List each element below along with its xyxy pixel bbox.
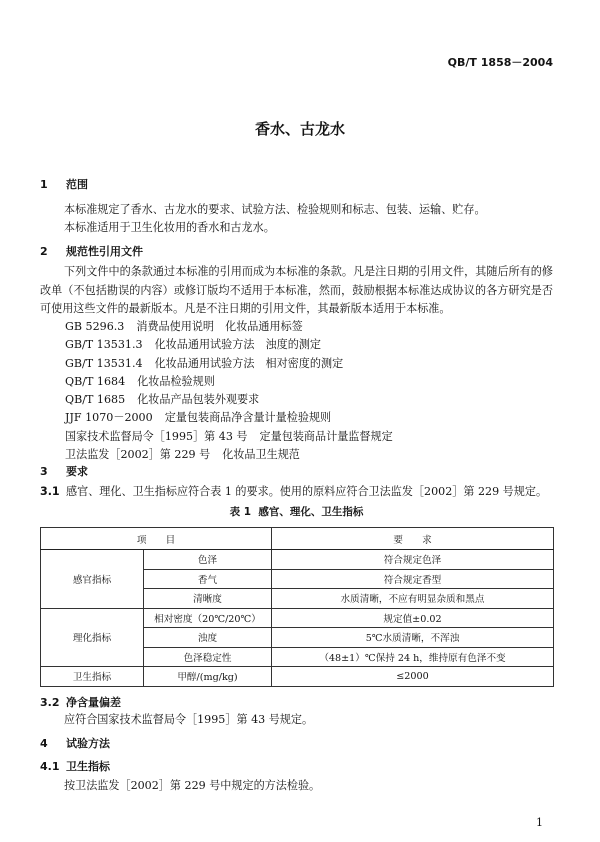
section-title: 要求	[66, 465, 88, 478]
reference-item	[40, 428, 553, 446]
table-row	[41, 667, 554, 687]
reference-name: 定量包装商品净含量计量检验规则	[164, 411, 332, 425]
table-caption	[40, 504, 553, 520]
section-number: 1	[40, 178, 48, 191]
reference-code: GB/T 13531.3	[65, 338, 143, 352]
row-item: 色泽	[144, 550, 272, 570]
row-item: 香气	[144, 569, 272, 589]
table-row	[41, 550, 554, 570]
reference-item	[40, 355, 553, 373]
clause-number: 3.2	[40, 696, 60, 709]
row-requirement: ≤2000	[272, 667, 554, 687]
section-number: 2	[40, 245, 48, 258]
section-title: 范围	[66, 178, 88, 191]
row-requirement: 水质清晰，不应有明显杂质和黑点	[272, 589, 554, 609]
reference-name: 化妆品产品包装外观要求	[137, 393, 260, 407]
row-item: 清晰度	[144, 589, 272, 609]
reference-code: GB/T 13531.4	[65, 356, 143, 370]
spec-table-wrap	[40, 527, 554, 687]
reference-code: QB/T 1685	[65, 393, 126, 407]
row-item: 相对密度（20℃/20℃）	[144, 608, 272, 628]
page-number: 1	[536, 816, 543, 829]
reference-item	[40, 336, 553, 354]
section-title: 试验方法	[66, 737, 110, 750]
reference-code: JJF 1070－2000	[65, 411, 153, 425]
reference-item	[40, 391, 553, 409]
row-item: 甲醇/(mg/kg)	[144, 667, 272, 687]
row-item: 色泽稳定性	[144, 647, 272, 667]
table-header-row	[41, 528, 554, 550]
table-title: 感官、理化、卫生指标	[258, 506, 364, 518]
clause-number: 4.1	[40, 760, 60, 773]
clause-4-1-text: 按卫法监发［2002］第 229 号中规定的方法检验。	[64, 779, 321, 792]
reference-code: 卫法监发［2002］第 229 号	[65, 448, 211, 462]
section-4-heading	[40, 735, 110, 753]
section-1-para-1: 本标准规定了香水、古龙水的要求、试验方法、检验规则和标志、包装、运输、贮存。	[64, 203, 486, 216]
reference-code: QB/T 1684	[65, 374, 126, 388]
row-requirement: 符合规定香型	[272, 569, 554, 589]
header-item: 项 目	[41, 528, 272, 550]
reference-item	[40, 373, 553, 391]
reference-code: GB 5296.3	[65, 320, 125, 333]
clause-3-2-text: 应符合国家技术监督局令［1995］第 43 号规定。	[64, 713, 314, 726]
standard-code: QB/T 1858－2004	[447, 56, 553, 69]
reference-name: 定量包装商品计量监督规定	[259, 429, 393, 443]
reference-item	[40, 409, 553, 427]
group-label: 理化指标	[41, 608, 144, 667]
clause-title: 净含量偏差	[66, 696, 121, 709]
reference-item	[40, 318, 553, 336]
group-label: 卫生指标	[41, 667, 144, 687]
section-number: 3	[40, 465, 48, 478]
clause-3-2-heading	[40, 694, 121, 712]
clause-text: 感官、理化、卫生指标应符合表 1 的要求。使用的原料应符合卫法监发［2002］第 229 号规定。	[66, 485, 548, 498]
reference-code: 国家技术监督局令［1995］第 43 号	[65, 429, 248, 443]
spec-table	[40, 527, 554, 687]
reference-list	[40, 318, 553, 464]
reference-name: 化妆品通用试验方法 相对密度的测定	[154, 356, 344, 370]
section-2-intro: 下列文件中的条款通过本标准的引用而成为本标准的条款。凡是注日期的引用文件，其随后所有的修改单（不包括勘误的内容）或修订版均不适用于本标准，然而，鼓励根据本标准达成协议的各方研究是否可使用这些文件的最新版本。凡是不注日期的引用文件，其最新版本适用于本标准。	[40, 265, 553, 315]
row-item: 浊度	[144, 628, 272, 648]
reference-name: 化妆品检验规则	[137, 374, 215, 388]
section-1-para-2: 本标准适用于卫生化妆用的香水和古龙水。	[64, 221, 275, 234]
section-1-heading	[40, 176, 88, 194]
section-title: 规范性引用文件	[66, 245, 143, 258]
clause-title: 卫生指标	[66, 760, 110, 773]
table-row	[41, 608, 554, 628]
reference-name: 化妆品卫生规范	[222, 448, 300, 462]
section-2-heading	[40, 243, 143, 261]
row-requirement: （48±1）℃保持 24 h，维持原有色泽不变	[272, 647, 554, 667]
clause-number: 3.1	[40, 485, 60, 498]
row-requirement: 符合规定色泽	[272, 550, 554, 570]
document-title: 香水、古龙水	[254, 120, 345, 138]
reference-name: 消费品使用说明 化妆品通用标签	[136, 320, 303, 333]
section-3-heading	[40, 463, 88, 481]
group-label: 感官指标	[41, 550, 144, 609]
reference-name: 化妆品通用试验方法 浊度的测定	[154, 338, 321, 352]
row-requirement: 规定值±0.02	[272, 608, 554, 628]
reference-item	[40, 446, 553, 464]
clause-4-1-heading	[40, 758, 110, 776]
section-number: 4	[40, 737, 48, 750]
table-number: 表 1	[229, 506, 252, 518]
header-requirement: 要 求	[272, 528, 554, 550]
row-requirement: 5℃水质清晰，不浑浊	[272, 628, 554, 648]
clause-3-1	[40, 483, 553, 502]
